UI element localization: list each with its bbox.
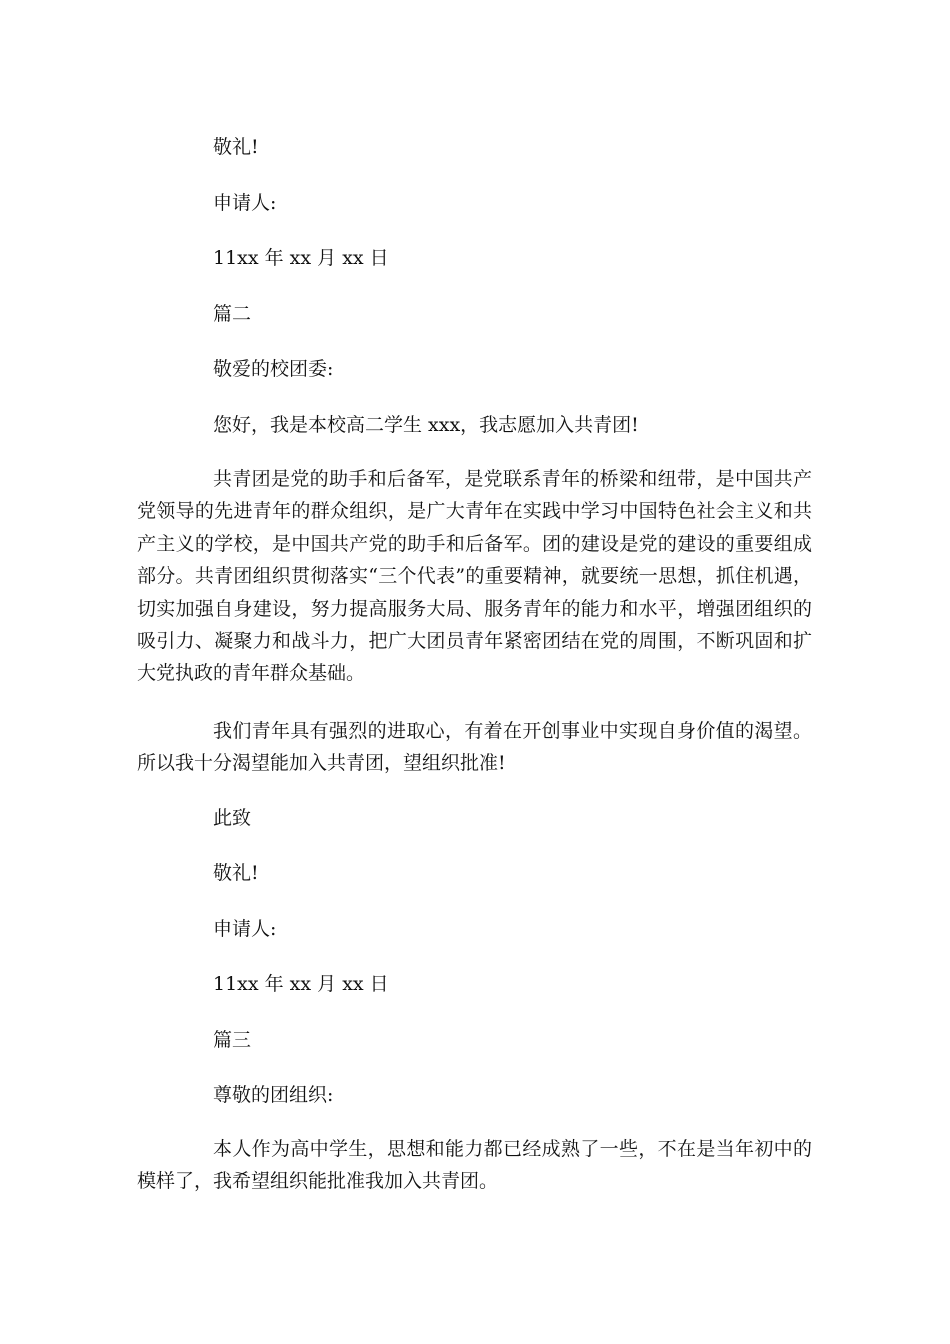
greeting-line: 尊敬的团组织: [213, 1084, 334, 1106]
applicant-line: 申请人: [213, 918, 277, 940]
date-line: 11xx 年 xx 月 xx 日 [213, 973, 389, 995]
section-heading: 篇二 [213, 303, 252, 325]
applicant-line: 申请人: [213, 192, 277, 214]
closing-line: 此致 [213, 807, 252, 829]
salute-line: 敬礼! [213, 862, 259, 884]
date-line: 11xx 年 xx 月 xx 日 [213, 247, 389, 269]
body-paragraph: 共青团是党的助手和后备军，是党联系青年的桥梁和纽带，是中国共产党领导的先进青年的群众组织，是广大青年在实践中学习中国特色社会主义和共产主义的学校，是中国共产党的助手和后备军。团的建设是党的建设的重要组成部分。共青团组织贯彻落实“三个代表”的重要精神，就要统一思想，抓住机遇，切实加强自身建设，努力提高服务大局、服务青年的能力和水平，增强团组织的吸引力、凝聚力和战斗力，把广大团员青年紧密团结在党的周围，不断巩固和扩大党执政的青年群众基础。 [137, 468, 812, 685]
section-heading: 篇三 [213, 1029, 252, 1051]
greeting-line: 敬爱的校团委: [213, 358, 334, 380]
body-paragraph: 我们青年具有强烈的进取心，有着在开创事业中实现自身价值的渴望。所以我十分渴望能加入共青团，望组织批准! [137, 720, 812, 775]
intro-line: 您好，我是本校高二学生 xxx，我志愿加入共青团! [213, 414, 639, 436]
salute-line: 敬礼! [213, 136, 259, 158]
body-paragraph: 本人作为高中学生，思想和能力都已经成熟了一些，不在是当年初中的模样了，我希望组织能批准我加入共青团。 [137, 1138, 812, 1193]
